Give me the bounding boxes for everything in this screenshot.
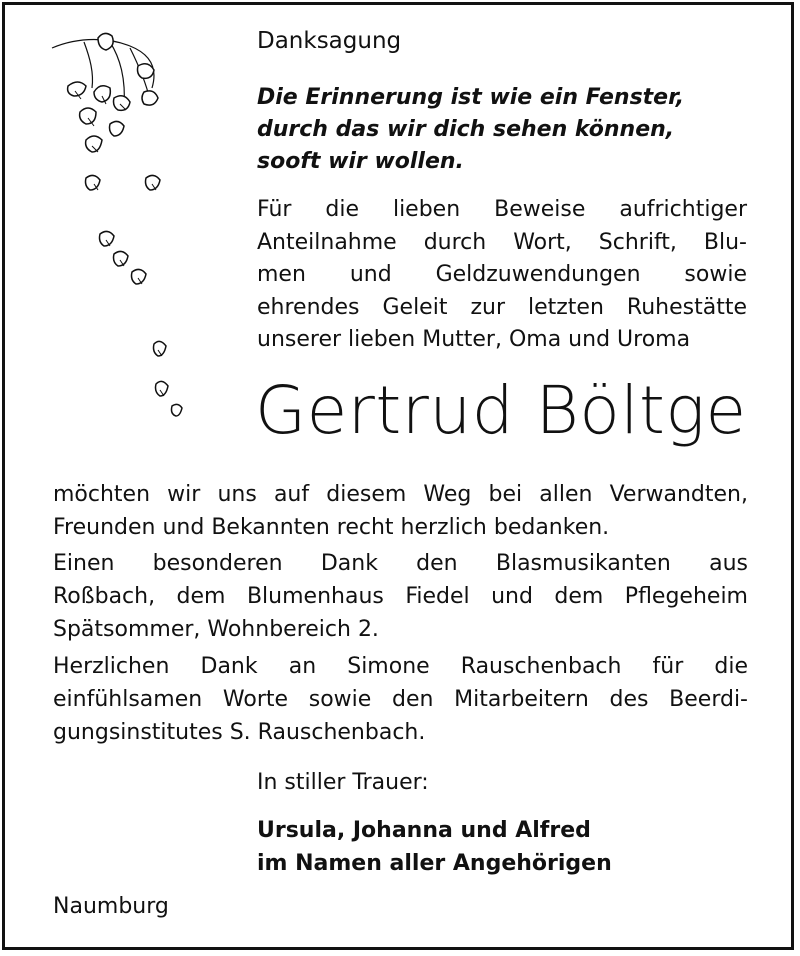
body-line: Spätsommer, Wohnbereich 2. xyxy=(53,617,379,642)
body-line: Freunden und Bekannten recht herzlich bedanken. xyxy=(53,515,610,540)
intro-line: ehrendes Geleit zur letzten Ruhestätte xyxy=(257,294,747,320)
body-line: Einen besonderen Dank den Blasmusikanten aus xyxy=(53,551,748,576)
thanks-paragraph-1 xyxy=(53,478,748,544)
quote-line: sooft wir wollen. xyxy=(257,149,464,174)
intro-line: unserer lieben Mutter, Oma und Uroma xyxy=(257,327,691,352)
thanks-paragraph-3 xyxy=(53,650,748,749)
intro-paragraph xyxy=(257,194,747,357)
signature-line: im Namen aller Angehörigen xyxy=(257,851,612,876)
heading-danksagung: Danksagung xyxy=(257,28,402,54)
signature-line: Ursula, Johanna und Alfred xyxy=(257,818,591,843)
body-line: Roßbach, dem Blumenhaus Fiedel und dem Pflegeheim xyxy=(53,584,748,609)
body-line: einfühlsamen Worte sowie den Mitarbeitern des Beerdi- xyxy=(53,687,748,712)
quote-line: durch das wir dich sehen können, xyxy=(257,117,675,142)
intro-line: men und Geldzuwendungen sowie xyxy=(257,262,747,287)
intro-line: Anteilnahme durch Wort, Schrift, Blu- xyxy=(257,229,747,255)
body-line: gungsinstitutes S. Rauschenbach. xyxy=(53,720,426,745)
thanks-paragraph-2 xyxy=(53,547,748,646)
mourning-label: In stiller Trauer: xyxy=(257,770,429,795)
city-name: Naumburg xyxy=(53,894,169,919)
memorial-quote xyxy=(257,82,684,178)
intro-line: Für die lieben Beweise aufrichtiger xyxy=(257,197,747,222)
falling-leaves-icon xyxy=(40,28,200,428)
body-line: Herzlichen Dank an Simone Rauschenbach für die xyxy=(53,654,748,679)
quote-line: Die Erinnerung ist wie ein Fenster, xyxy=(257,85,685,110)
signature-block xyxy=(257,814,612,880)
deceased-name: Gertrud Böltge xyxy=(255,372,747,449)
body-line: möchten wir uns auf diesem Weg bei allen Verwandten, xyxy=(53,482,748,507)
